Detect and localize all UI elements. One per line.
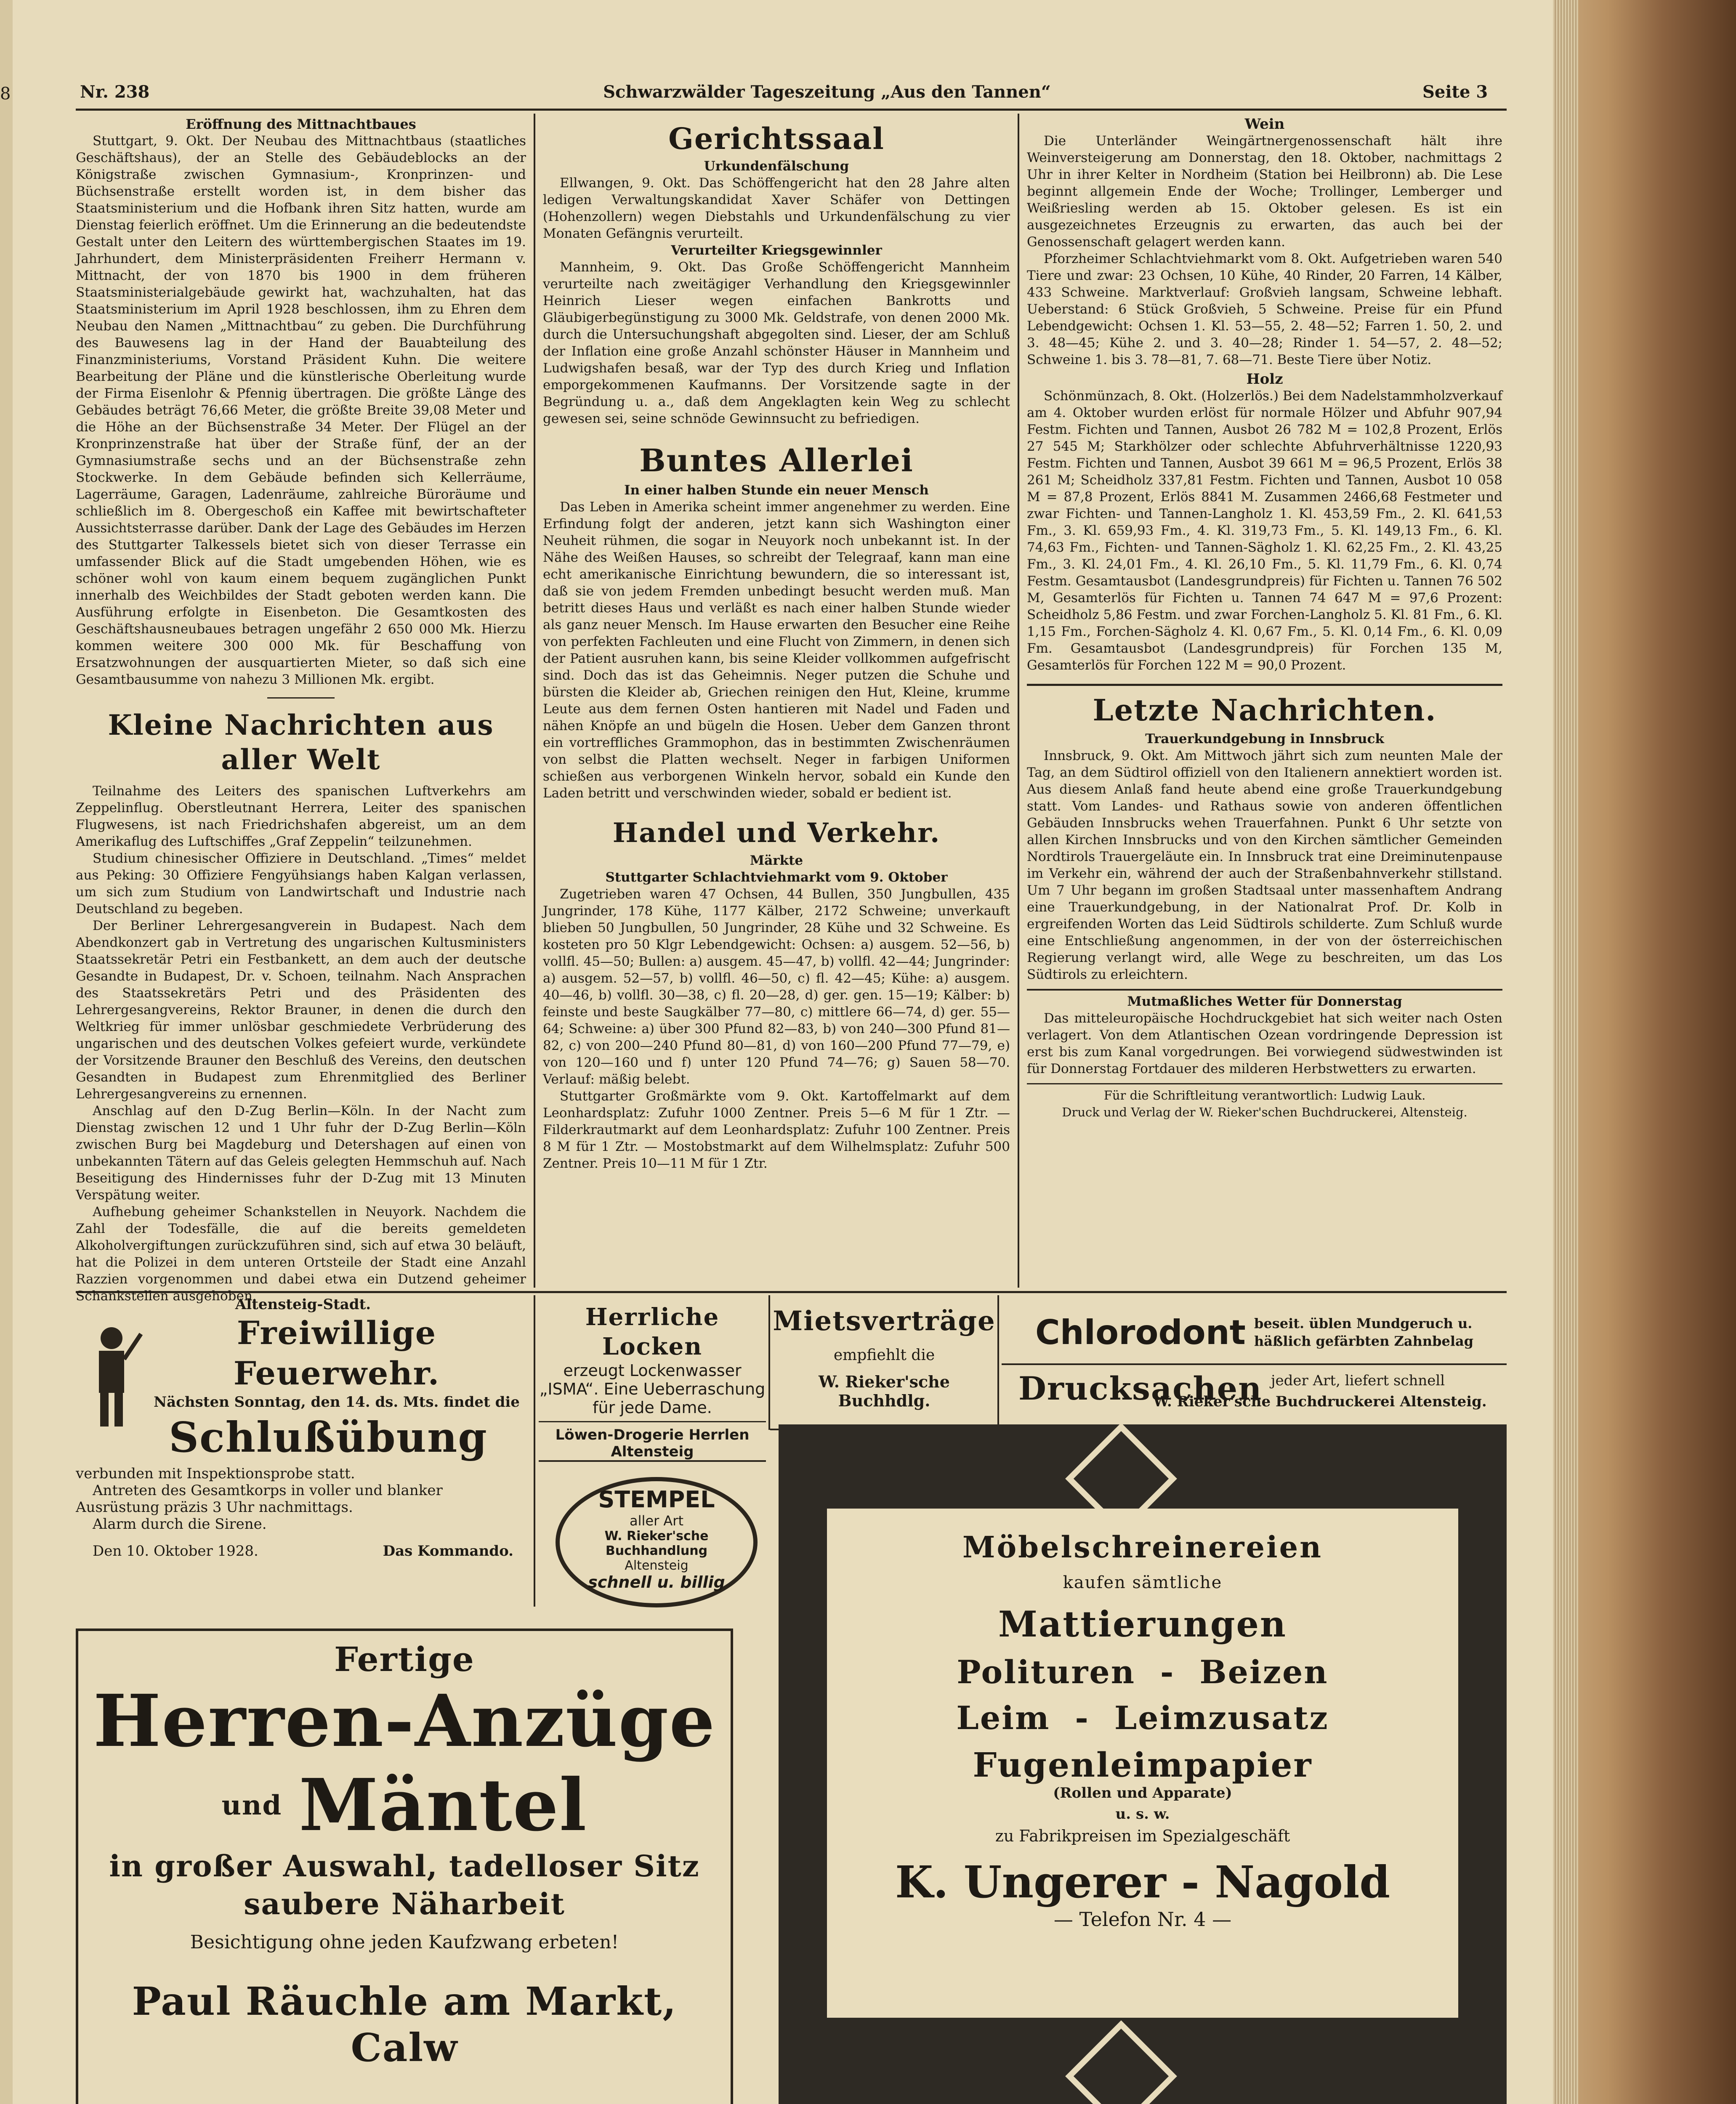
left-page-number: 8 bbox=[0, 84, 11, 104]
rule-letzte bbox=[1027, 684, 1502, 686]
book-binding bbox=[1553, 0, 1736, 2104]
ad-divider-1 bbox=[534, 1295, 535, 1607]
ad-stempel-bottom: schnell u. billig bbox=[588, 1573, 725, 1591]
ad-chlorodont-rule bbox=[1002, 1363, 1507, 1365]
ad-locken-line4: Altensteig bbox=[611, 1443, 694, 1460]
ad-locken-line1: erzeugt Lockenwasser bbox=[563, 1361, 742, 1380]
newspaper-title: Schwarzwälder Tageszeitung „Aus den Tannen“ bbox=[603, 82, 1051, 102]
article-wein: Die Unterländer Weingärtnergenossenschaft hält ihre Weinversteigerung am Donnerstag, den 18. Oktober, nachmittags 2 Uhr in ihrer Kelter in Nordheim (Station bei Heilbronn) ab. Die Lese beginnt allgemein Ende der Woche; Trollinger, Lemberger und Weißriesling werden ab 15. Oktober gelesen. Es ist ein ausgezeichnetes Erzeugnis zu erwarten, das auch bei der Genossenschaft gelagert werden kann. bbox=[1027, 133, 1502, 250]
article-pforzheim: Pforzheimer Schlachtviehmarkt vom 8. Okt. Aufgetrieben waren 540 Tiere und zwar: 23 Ochsen, 10 Kühe, 40 Rinder, 20 Farren, 14 Kälber, 433 Schweine. Marktverlauf: Großvieh langsam, Schweine lebhaft. Ueberstand: 6 Stück Großvieh, 5 Schweine. Preise für ein Pfund Lebendgewicht: Ochsen 1. Kl. 53—55, 2. 48—52; Farren 1. 50, 2. und 3. 48—45; Kühe 2. und 3. 40—28; Rinder 1. 54—57, 2. 48—52; Schweine 1. bis 3. 78—81, 7. 68—71. Beste Tiere über Notiz. bbox=[1027, 251, 1502, 367]
ad-moebel-title: Möbelschreinereien bbox=[962, 1530, 1323, 1565]
subhead-kriegsgewinnler: Verurteilter Kriegsgewinnler bbox=[671, 243, 882, 258]
divider bbox=[539, 1421, 766, 1422]
subhead-urkundenfaelschung: Urkundenfälschung bbox=[704, 159, 849, 174]
ad-feuerwehr-footer bbox=[76, 1543, 530, 1559]
subhead-schlachtviehmarkt: Stuttgarter Schlachtviehmarkt vom 9. Oktober bbox=[605, 870, 948, 885]
article-mittnachtbau: Stuttgart, 9. Okt. Der Neubau des Mittnachtbaus (staatliches Geschäftshaus), der an Stelle des Gebäudeblocks an der Königstraße zwischen Gymnasium-, Kronprinzen- und Büchsenstraße erstellt worden ist, in dem bisher das Staatsministerium und die Hofbank ihren Sitz hatten, wurde am Dienstag feierlich eröffnet. Um die Erinnerung an die bedeutendste Gestalt unter den Leitern des württembergischen Staates im 19. Jahrhundert, dem Ministerpräsidenten Freiherr Hermann v. Mittnacht, der von 1870 bis 1900 in dem früheren Staatsministerialgebäude gewirkt hat, wachzuhalten, hat das Staatsministerium im April 1928 beschlossen, ihm zu Ehren dem Neubau den Namen „Mittnachtbau“ zu geben. Die Durchführung des Bauwesens lag in der Hand der Bauabteilung des Finanzministeriums, Vorstand Präsident Kuhn. Die weitere Bearbeitung der Pläne und die künstlerische Oberleitung wurde der Firma Eisenlohr & Pfennig übertragen. Die größte Länge des Gebäudes beträgt 76,66 Meter, die größte Breite 39,08 Meter und die Höhe an der Büchsenstraße 34 Meter. Der Flügel an der Kronprinzenstraße hat über der Straße fünf, der an der Gymnasiumstraße sechs und an der Büchsenstraße zehn Stockwerke. In dem Gebäude befinden sich Kellerräume, Lagerräume, Garagen, Ladenräume, zahlreiche Büroräume und schließlich im 8. Obergeschoß ein Kaffee mit bewirtschafteter Aussichtsterrasse darüber. Dank der Lage des Gebäudes im Herzen des Stuttgarter Talkessels bietet sich von dieser Terrasse ein umfassender Blick auf die Stadt umgebenden Höhen, wie es schöner wohl von kaum einem bequem zugänglichen Punkt innerhalb des Weichbildes der Stadt geboten werden kann. Die Ausführung erfolgte in Eisenbeton. Die Gesamtkosten des Geschäftshausneubaues betragen ungefähr 2 650 000 Mk. Hierzu kommen weitere 300 000 Mk. für Beschaffung von Ersatzwohnungen der ausquartierten Mieter, so daß sich eine Gesamtbausumme von nahezu 3 Millionen Mk. ergibt. bbox=[76, 133, 526, 687]
ad-feuerwehr bbox=[76, 1296, 530, 1603]
headline-kleine-nachrichten: Kleine Nachrichten aus aller Welt bbox=[108, 709, 494, 776]
ad-anzuege-row bbox=[78, 1763, 731, 1847]
article-d-zug: Anschlag auf den D-Zug Berlin—Köln. In der Nacht zum Dienstag zwischen 12 und 1 Uhr fuhr der D-Zug Berlin—Köln zwischen Burg bei Magdeburg und Detershagen auf einen von unbekannten Tätern auf das Geleis gelegten Hemmschuh auf. Nach Beseitigung des Hindernisses fuhr der D-Zug mit 13 Minuten Verspätung weiter. bbox=[76, 1103, 526, 1203]
headline-wein: Wein bbox=[1244, 116, 1285, 133]
ad-miet bbox=[773, 1304, 996, 1431]
article-amerika: Das Leben in Amerika scheint immer angenehmer zu werden. Eine Erfindung folgt der anderen, jetzt kann sich Washington einer Neuheit rühmen, die sogar in Neuyork noch unbekannt ist. In der Nähe des Weißen Hauses, so schreibt der Telegraaf, kann man eine echt amerikanische Einrichtung bewundern, die so interessant ist, daß sie von jedem Fremden unbedingt besucht werden muß. Man betritt dieses Haus und verläßt es nach einer halben Stunde wieder als ganz neuer Mensch. Im Hause erwarten den Besucher eine Reihe von perfekten Fachleuten und eine Flucht von Zimmern, in denen sich der Patient ausruhen kann, bis seine Kleider vollkommen aufgefrischt sind. Doch das ist das Geheimnis. Neger putzen die Schuhe und bürsten die Kleider ab, Griechen reinigen den Hut, Kleine, krumme Leute aus dem fernen Osten hantieren mit Nadel und Faden und nähen Knöpfe an und bügeln die Hosen. Ueber dem Ganzen thront ein vortreffliches Grammophon, das in bestimmten Zwischenräumen von selbst die Platten wechselt. Neger in farbigen Uniformen schießen aus verborgenen Winkeln hervor, sobald ein Kunde den Laden betritt und verschwinden wieder, sobald er bedient ist. bbox=[543, 499, 1010, 801]
ad-feuerwehr-place: Altensteig-Stadt. bbox=[235, 1296, 371, 1313]
ad-locken bbox=[539, 1302, 766, 1458]
issue-number: Nr. 238 bbox=[80, 82, 150, 102]
ad-drucksachen-line1: jeder Art, liefert schnell bbox=[1271, 1372, 1445, 1389]
ad-anzuege-line3: Besichtigung ohne jeden Kaufzwang erbeten! bbox=[190, 1931, 619, 1953]
imprint-publisher: Druck und Verlag der W. Rieker'schen Buchdruckerei, Altensteig. bbox=[1062, 1105, 1467, 1119]
ad-locken-line3: Löwen-Drogerie Herrlen bbox=[555, 1427, 750, 1443]
ad-stempel-top: STEMPEL bbox=[598, 1486, 715, 1513]
headline-handel-verkehr: Handel und Verkehr. bbox=[612, 817, 941, 849]
ad-locken-line2: „ISMA“. Eine Ueberraschung für jede Dame. bbox=[539, 1380, 766, 1417]
imprint-editor: Für die Schriftleitung verantwortlich: Ludwig Lauk. bbox=[1103, 1088, 1426, 1102]
headline-buntes-allerlei: Buntes Allerlei bbox=[639, 443, 914, 479]
fireman-icon bbox=[80, 1321, 143, 1431]
subhead-neuer-mensch: In einer halben Stunde ein neuer Mensch bbox=[624, 483, 929, 498]
subhead-innsbruck: Trauerkundgebung in Innsbruck bbox=[1145, 731, 1384, 746]
ad-moebel-diamond-bottom bbox=[1082, 2037, 1161, 2104]
header-rule bbox=[76, 109, 1507, 111]
ad-drucksachen-name: Drucksachen bbox=[1018, 1370, 1263, 1407]
page-number: Seite 3 bbox=[1422, 82, 1488, 102]
ad-anzuege-big2: Mäntel bbox=[299, 1763, 588, 1847]
ad-moebel-tel: — Telefon Nr. 4 — bbox=[1053, 1908, 1232, 1931]
ad-chlorodont-line1: beseit. üblen Mundgeruch u. bbox=[1254, 1315, 1473, 1331]
ad-moebel-big4: Fugenleimpapier bbox=[973, 1745, 1313, 1785]
ad-anzuege-top: Fertige bbox=[334, 1639, 475, 1679]
ad-moebel-diamond-top bbox=[1082, 1439, 1161, 1518]
rule-wetter bbox=[1027, 989, 1502, 991]
ad-chlorodont bbox=[1035, 1313, 1507, 1359]
ad-feuerwehr-date: Den 10. Oktober 1928. bbox=[93, 1543, 258, 1559]
ad-anzuege bbox=[76, 1628, 733, 2104]
article-wetter: Das mitteleuropäische Hochdruckgebiet hat sich weiter nach Osten verlagert. Von dem Atlantischen Ozean vordringende Depression ist erst bis zum Kanal vorgedrungen. Bei vorwiegend südwestwinden ist für Donnerstag Fortdauer des milderen Herbstwetters zu erwarten. bbox=[1027, 1011, 1502, 1076]
article-schlachtvieh-stuttgart: Zugetrieben waren 47 Ochsen, 44 Bullen, 350 Jungbullen, 435 Jungrinder, 178 Kühe, 1177 Kälber, 2172 Schweine; unverkauft blieben 50 Jungbullen, 50 Jungrinder, 28 Kühe und 32 Schweine. Es kosteten pro 50 Klgr Lebendgewicht: Ochsen: a) ausgem. 52—56, b) vollfl. 45—50; Bullen: a) ausgem. 45—47, b) vollfl. 42—44; Jungrinder: a) ausgem. 52—57, b) vollfl. 46—50, c) fl. 42—45; Kühe: a) ausgem. 40—46, b) vollfl. 30—38, c) fl. 20—28, d) ger. gen. 15—19; Kälber: b) feinste und beste Saugkälber 77—80, c) mittlere 66—74, d) ger. 55—64; Schweine: a) über 300 Pfund 82—83, b) von 240—300 Pfund 81—82, c) von 200—240 Pfund 80—81, d) von 160—200 Pfund 77—79, e) von 120—160 und f) unter 120 Pfund 74—76; g) Sauen 58—70. Verlauf: mäßig belebt. bbox=[543, 887, 1010, 1087]
ad-divider-3 bbox=[997, 1295, 999, 1430]
article-grossmaerkte: Stuttgarter Großmärkte vom 9. Okt. Kartoffelmarkt auf dem Leonhardsplatz: Zufuhr 1000 Zentner. Preis 5—6 M für 1 Ztr. — Filderkrautmarkt auf dem Leonhardsplatz: Zufuhr 100 Zentner. Preis 8 M für 1 Ztr. — Mostobstmarkt auf dem Wilhelmsplatz: Zufuhr 500 Zentner. Preis 10—11 M für 1 Ztr. bbox=[543, 1089, 1010, 1171]
ad-anzuege-firm: Paul Räuchle am Markt, Calw bbox=[132, 1979, 677, 2070]
ad-moebel-firm: K. Ungerer - Nagold bbox=[895, 1856, 1390, 1908]
column-divider-1 bbox=[534, 114, 535, 1288]
ad-moebel bbox=[827, 1509, 1458, 2018]
article-innsbruck: Innsbruck, 9. Okt. Am Mittwoch jährt sich zum neunten Male der Tag, an dem Südtirol offiziell von den Italienern annektiert worden ist. Aus diesem Anlaß fand heute abend eine große Trauerkundgebung statt. Vom Landes- und Rathaus sowie von anderen öffentlichen Gebäuden Innsbrucks wehen Trauerfahnen. Punkt 6 Uhr setzte von allen Kirchen Innsbrucks und von den Kirchen sämtlicher Gemeinden Nordtirols Trauergeläute ein. In Innsbruck trat eine Dreiminutenpause im Verkehr ein, während der auch der Straßenbahnverkehr stillstand. Um 7 Uhr begann im großen Stadtsaal unter massenhaftem Andrang eine Trauerkundgebung, in der Nationalrat Prof. Dr. Kolb in ergreifenden Worten das Leid Südtirols schilderte. Zum Schluß wurde eine Entschließung angenommen, in der von der österreichischen Regierung verlangt wird, alle Wege zu beschreiten, um das Los Südtirols zu erleichtern. bbox=[1027, 748, 1502, 982]
ad-moebel-usw: u. s. w. bbox=[1115, 1806, 1170, 1822]
ad-anzuege-und: und bbox=[221, 1789, 282, 1821]
ad-chlorodont-name: Chlorodont bbox=[1035, 1313, 1246, 1352]
column-3 bbox=[1027, 116, 1502, 1286]
ad-miet-title: Mietsverträge bbox=[773, 1305, 996, 1337]
headline-holz: Holz bbox=[1246, 371, 1283, 388]
ad-miet-line1: empfiehlt die bbox=[833, 1347, 935, 1364]
ad-stempel-l3: Altensteig bbox=[625, 1558, 689, 1573]
column-1 bbox=[76, 116, 526, 1304]
ad-drucksachen-line2: W. Rieker'sche Buchdruckerei Altensteig. bbox=[1153, 1393, 1487, 1410]
ad-feuerwehr-line4: Alarm durch die Sirene. bbox=[93, 1516, 267, 1533]
divider bbox=[267, 697, 335, 699]
headline-gerichtssaal: Gerichtssaal bbox=[668, 121, 885, 156]
article-neuyork: Aufhebung geheimer Schankstellen in Neuyork. Nachdem die Zahl der Todesfälle, die auf die bereits gemeldeten Alkoholvergiftungen zurückzuführen sind, sich auf etwa 30 beläuft, hat die Polizei in dem unteren Ortsteile der Stadt eine Anzahl Razzien vorgenommen und dabei etwa ein Dutzend geheimer Schankstellen ausgehoben. bbox=[76, 1204, 526, 1304]
ad-divider-2 bbox=[768, 1295, 770, 1430]
ad-anzuege-big1: Herren-Anzüge bbox=[93, 1679, 716, 1763]
ad-feuerwehr-sign: Das Kommando. bbox=[383, 1543, 513, 1559]
column-2 bbox=[543, 116, 1010, 1286]
subhead-wetter: Mutmaßliches Wetter für Donnerstag bbox=[1127, 994, 1402, 1009]
ad-anzuege-line1: in großer Auswahl, tadelloser Sitz bbox=[109, 1849, 700, 1884]
ad-miet-line2: W. Rieker'sche Buchhdlg. bbox=[819, 1372, 950, 1410]
ad-locken-title: Herrliche Locken bbox=[585, 1303, 720, 1360]
ad-moebel-big2: Polituren - Beizen bbox=[957, 1653, 1329, 1691]
ad-moebel-big1: Mattierungen bbox=[998, 1603, 1287, 1645]
page-stack-edge bbox=[1553, 0, 1578, 2104]
rule-imprint bbox=[1027, 1083, 1502, 1084]
column-divider-2 bbox=[1018, 114, 1019, 1288]
ad-feuerwehr-big: Schlußübung bbox=[169, 1413, 488, 1462]
article-lehrergesangverein: Der Berliner Lehrergesangverein in Budapest. Nach dem Abendkonzert gab in Vertretung des ungarischen Kultusministers Staatssekretär Petri ein Festbankett, an dem auch der deutsche Gesandte in Budapest, Dr. v. Schoen, teilnahm. Nach Ansprachen des Staatssekretärs Petri und des Präsidenten des Lehrergesangvereins, Rektor Brauner, in denen die durch den Weltkrieg für immer unlösbar geschmiedete Verbrüderung des ungarischen und des deutschen Volkes gefeiert wurde, verkündete der Vorsitzende Brauner den Beschluß des Vereins, den deutschen Gesandten in Budapest zum Ehrenmitglied des Berliner Lehrergesangvereins zu ernennen. bbox=[76, 918, 526, 1102]
ad-feuerwehr-line1: Nächsten Sonntag, den 14. ds. Mts. findet die bbox=[154, 1394, 520, 1411]
ad-feuerwehr-line2: verbunden mit Inspektionsprobe statt. bbox=[76, 1465, 355, 1482]
ad-feuerwehr-line3: Antreten des Gesamtkorps in voller und blanker Ausrüstung präzis 3 Uhr nachmittags. bbox=[76, 1482, 443, 1516]
ad-locken-rule bbox=[539, 1460, 766, 1462]
article-zeppelin: Teilnahme des Leiters des spanischen Luftverkehrs am Zeppelinflug. Oberstleutnant Herrera, Leiter des spanischen Flugwesens, ist nach Friedrichshafen abgereist, um an dem Amerikaflug des Luftschiffes „Graf Zeppelin“ teilzunehmen. bbox=[76, 784, 526, 849]
article-china-offiziere: Studium chinesischer Offiziere in Deutschland. „Times“ meldet aus Peking: 30 Offiziere Fengyühsiangs haben Kalgan verlassen, um sich zum Studium von Landwirtschaft und Industrie nach Deutschland zu begeben. bbox=[76, 851, 526, 917]
ad-moebel-big3: Leim - Leimzusatz bbox=[956, 1699, 1329, 1737]
article-holz: Schönmünzach, 8. Okt. (Holzerlös.) Bei dem Nadelstammholzverkauf am 4. Oktober wurden erlöst für normale Hölzer und Abfuhr 907,94 Festm. Fichten und Tannen, Ausbot 26 782 M = 102,8 Prozent, Erlös 27 545 M; Starkhölzer oder schlechte Abfuhrverhältnisse 1220,93 Festm. Fichten und Tannen, Ausbot 39 661 M = 96,5 Prozent, Erlös 38 261 M; Scheidholz 337,81 Festm. Fichten und Tannen, Ausbot 10 058 M = 87,8 Prozent, Erlös 8841 M. Zusammen 2466,68 Festmeter und zwar Fichten- und Tannen-Langholz 1. Kl. 453,59 Fm., 2. Kl. 641,53 Fm., 3. Kl. 659,93 Fm., 4. Kl. 319,73 Fm., 5. Kl. 149,13 Fm., 6. Kl. 74,63 Fm., Fichten- und Tannen-Sägholz 1. Kl. 62,25 Fm., 2. Kl. 43,25 Fm., 3. Kl. 24,01 Fm., 4. Kl. 26,10 Fm., 5. Kl. 11,79 Fm., 6. Kl. 0,74 Festm. Gesamtausbot (Landesgrundpreis) für Fichten u. Tannen 76 502 M, Gesamterlös für Fichten u. Tannen 74 647 M = 97,6 Prozent: Scheidholz 5,86 Festm. und zwar Forchen-Langholz 5. Kl. 81 Fm., 6. Kl. 1,15 Fm., Forchen-Sägholz 4. Kl. 0,67 Fm., 5. Kl. 0,14 Fm., 6. Kl. 0,09 Fm. Gesamtausbot (Landesgrundpreis) für Forchen 135 M, Gesamterlös für Forchen 122 M = 90,0 Prozent. bbox=[1027, 388, 1502, 673]
subhead-maerkte: Märkte bbox=[750, 853, 803, 868]
ad-chlorodont-line2: häßlich gefärbten Zahnbelag bbox=[1254, 1333, 1474, 1349]
ad-anzuege-line2: saubere Näharbeit bbox=[244, 1886, 565, 1921]
ad-moebel-sub: (Rollen und Apparate) bbox=[1053, 1785, 1232, 1801]
ad-stempel bbox=[556, 1477, 758, 1607]
article-ellwangen: Ellwangen, 9. Okt. Das Schöffengericht hat den 28 Jahre alten ledigen Verwaltungskandidat Xaver Schäfer von Dettingen (Hohenzollern) wegen Diebstahls und Urkundenfälschung zu vier Monaten Gefängnis verurteilt. bbox=[543, 175, 1010, 241]
ad-stempel-l1: aller Art bbox=[630, 1513, 683, 1529]
ad-moebel-line1: kaufen sämtliche bbox=[1063, 1573, 1223, 1592]
headline-mittnachtbau: Eröffnung des Mittnachtbaues bbox=[186, 116, 416, 132]
ad-moebel-line2: zu Fabrikpreisen im Spezialgeschäft bbox=[995, 1827, 1290, 1845]
ad-feuerwehr-title: Freiwillige Feuerwehr. bbox=[233, 1314, 440, 1392]
ad-stempel-l2: W. Rieker'sche Buchhandlung bbox=[604, 1529, 709, 1558]
article-mannheim: Mannheim, 9. Okt. Das Große Schöffengericht Mannheim verurteilte nach zweitägiger Verhandlung den Kriegsgewinnler Heinrich Lieser wegen einfachen Bankrotts und Gläubigerbegünstigung zu 3000 Mk. Geldstrafe, von denen 2000 Mk. durch die Untersuchungshaft abgegolten sind. Lieser, der am Schluß der Inflation eine große Anzahl schönster Häuser in Mannheim und Ludwigshafen besaß, war der Typ des durch Krieg und Inflation emporgekommenen Kaufmanns. Der Vorsitzende sagte in der Begründung u. a., daß dem Angeklagten kein Weg zu schlecht gewesen sei, seine schnöde Gewinnsucht zu befriedigen. bbox=[543, 260, 1010, 426]
ad-drucksachen bbox=[1018, 1370, 1507, 1424]
left-page-edge bbox=[0, 0, 14, 2104]
headline-letzte-nachrichten: Letzte Nachrichten. bbox=[1093, 693, 1437, 728]
